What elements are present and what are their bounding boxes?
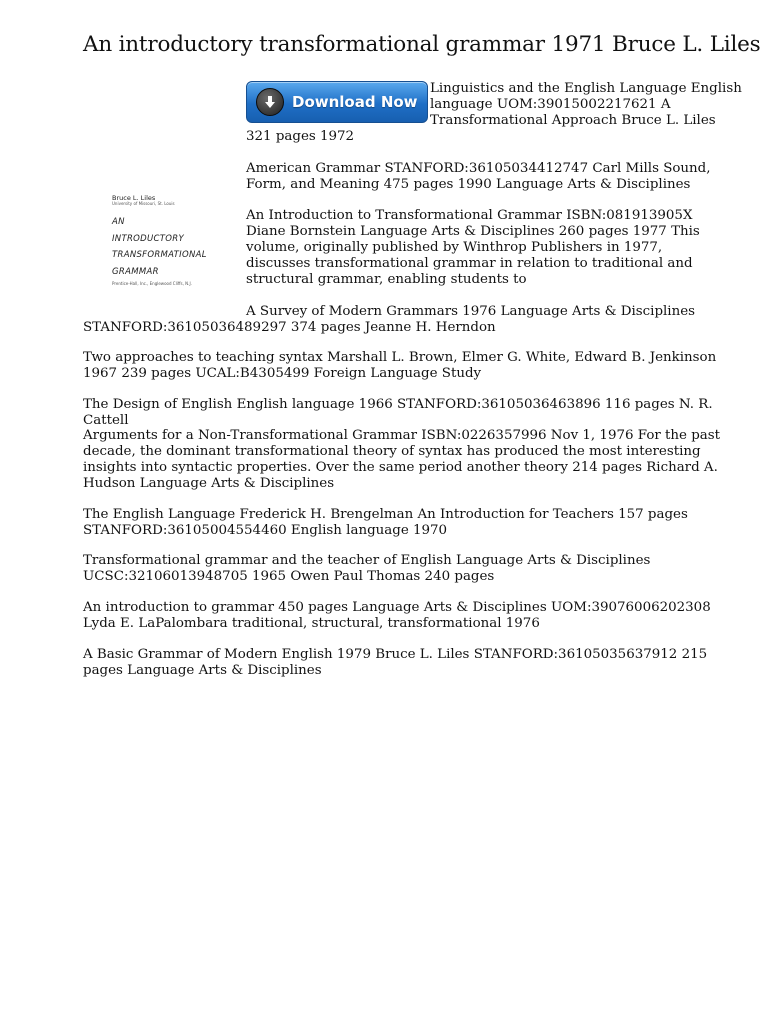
cover-title: [112, 214, 207, 280]
book-cover-image: [106, 188, 226, 298]
book-entry: A Basic Grammar of Modern English 1979 Bruce L. Liles STANFORD:36105035637912 215 pages Language Arts & Disciplines: [83, 647, 708, 678]
entry-line: language UOM:39015002217621 A: [430, 97, 671, 112]
entry-line: STANFORD:36105036489297 374 pages Jeanne H. Herndon: [83, 320, 496, 335]
cover-title-line: GRAMMAR: [112, 266, 159, 277]
page-title: An introductory transformational grammar 1971 Bruce L. Liles: [83, 32, 761, 57]
cover-title-line: TRANSFORMATIONAL: [112, 250, 207, 260]
cover-affiliation: University of Missouri, St. Louis: [112, 201, 175, 206]
book-entry: An introduction to grammar 450 pages Language Arts & Disciplines UOM:39076006202308 Lyda E. LaPalombara traditional, structural, transformational 1976: [83, 600, 711, 631]
entry-line: 321 pages 1972: [246, 129, 355, 144]
entry-line: Transformational Approach Bruce L. Liles: [430, 113, 716, 128]
entry-line: A Survey of Modern Grammars 1976 Language Arts & Disciplines: [246, 304, 696, 319]
book-entry: Transformational grammar and the teacher of English Language Arts & Disciplines UCSC:32106013948705 1965 Owen Paul Thomas 240 pages: [83, 553, 651, 584]
cover-title-line: INTRODUCTORY: [112, 233, 184, 244]
book-entry: The English Language Frederick H. Brengelman An Introduction for Teachers 157 pages STANFORD:36105004554460 English language 1970: [83, 507, 688, 538]
book-entry: Two approaches to teaching syntax Marshall L. Brown, Elmer G. White, Edward B. Jenkinson 1967 239 pages UCAL:B4305499 Foreign Language Study: [83, 350, 717, 381]
book-entry: American Grammar STANFORD:36105034412747 Carl Mills Sound, Form, and Meaning 475 pages 1990 Language Arts & Disciplines: [246, 161, 711, 192]
book-entry: Arguments for a Non-Transformational Grammar ISBN:0226357996 Nov 1, 1976 For the past decade, the dominant transformational theory of syntax has produced the most interesting insights into syntactic properties. Over the same period another theory 214 pages Richard A. Hudson Language Arts & Disciplines: [83, 428, 721, 491]
download-button[interactable]: [246, 81, 428, 123]
book-entry: The Design of English English language 1966 STANFORD:36105036463896 116 pages N. R. Cattell: [83, 397, 713, 428]
cover-title-line: AN: [112, 217, 125, 227]
cover-publisher: Prentice-Hall, Inc., Englewood Cliffs, N.J.: [112, 281, 192, 286]
entry-line: Linguistics and the English Language English: [430, 81, 742, 96]
cover-author: Bruce L. Liles: [112, 194, 156, 202]
download-arrow-icon: [256, 88, 284, 116]
book-entry: An Introduction to Transformational Grammar ISBN:081913905X Diane Bornstein Language Arts & Disciplines 260 pages 1977 This volume, originally published by Winthrop Publishers in 1977, discusses transformational grammar in relation to traditional and structural grammar, enabling students to: [246, 208, 700, 287]
download-button-label: Download Now: [292, 93, 418, 111]
